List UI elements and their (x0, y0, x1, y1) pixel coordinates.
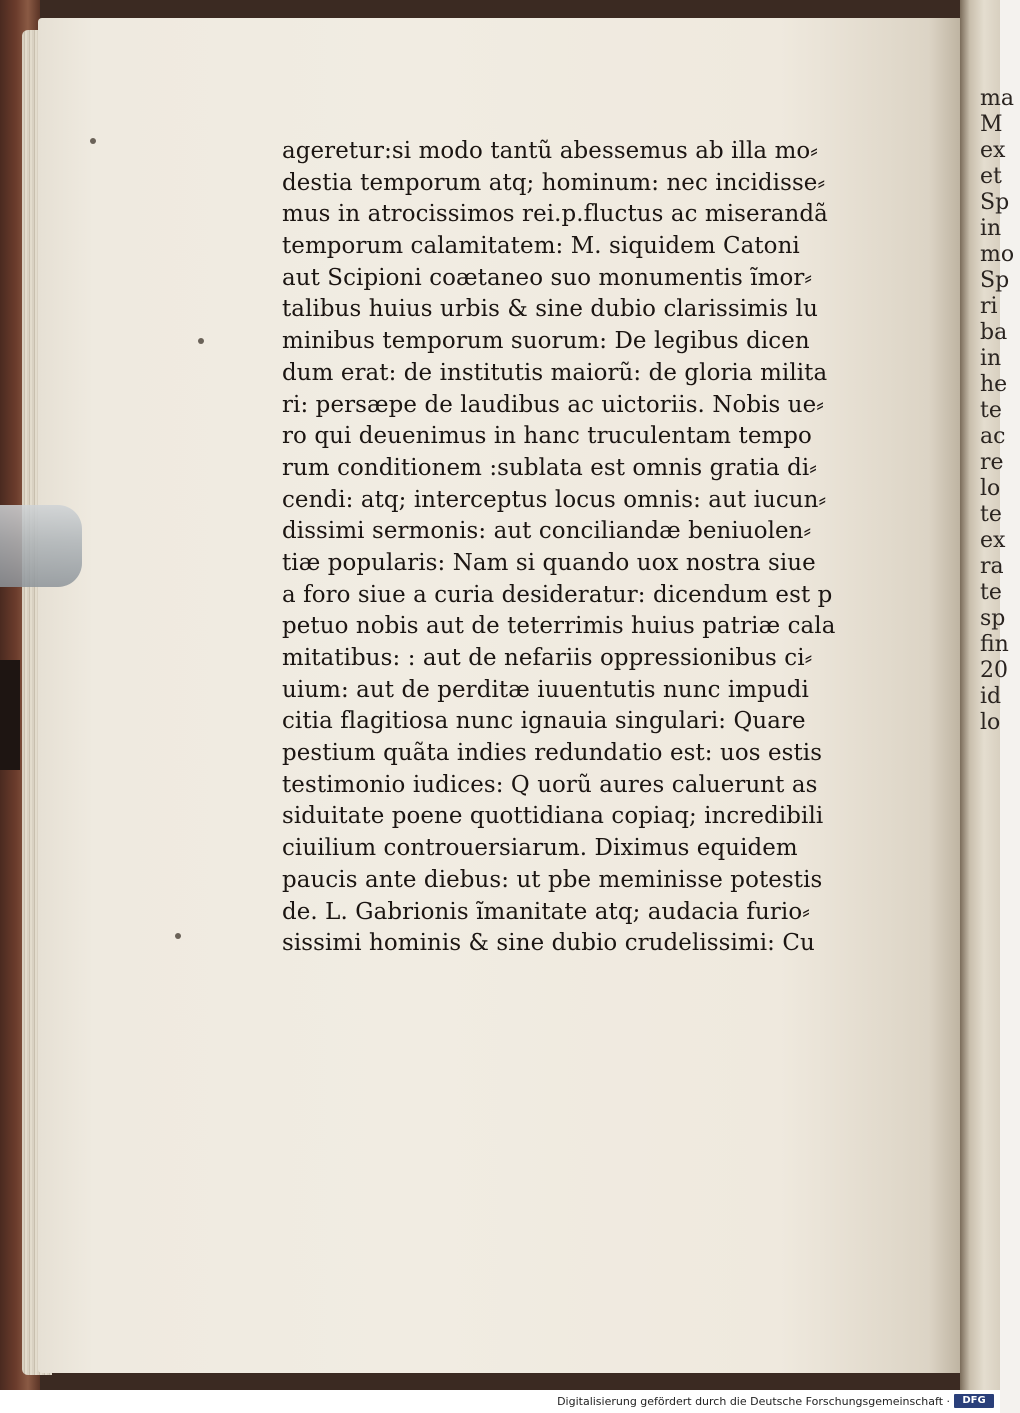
pinhole-mark (198, 338, 204, 344)
facing-page-fragment: ri (980, 294, 998, 319)
facing-page-fragment: ex (980, 138, 1006, 163)
text-line: aut Scipioni coætaneo suo monumentis ĩmor⸗ (282, 262, 813, 291)
facing-page-fragment: in (980, 346, 1002, 371)
facing-page-fragment: te (980, 502, 1002, 527)
text-line: uium: aut de perditæ iuuentutis nunc impudi (282, 674, 809, 703)
text-line: sissimi hominis & sine dubio crudelissimi: Cu (282, 928, 815, 957)
text-line: temporum calamitatem: M. siquidem Catoni (282, 231, 800, 260)
facing-page-fragment: Sp (980, 268, 1010, 293)
text-line: paucis ante diebus: ut pbe meminisse potestis (282, 864, 823, 893)
text-line: ageretur:si modo tantũ abessemus ab illa mo⸗ (282, 136, 819, 164)
facing-page-fragment: mo (980, 242, 1015, 267)
text-line: dum erat: de institutis maiorũ: de gloria milita (282, 357, 828, 386)
text-line: citia flagitiosa nunc ignauia singulari: Quare (282, 706, 806, 735)
facing-page-fragment: Sp (980, 190, 1010, 215)
pinhole-mark (175, 933, 181, 939)
text-line: talibus huius urbis & sine dubio clarissimis lu (282, 294, 818, 323)
binding-shadow (0, 660, 20, 770)
facing-page-fragment: he (980, 372, 1008, 397)
facing-page-fragment: lo (980, 710, 1001, 735)
text-line: petuo nobis aut de teterrimis huius patriæ cala (282, 611, 836, 640)
facing-page-fragment: ex (980, 528, 1006, 553)
text-line: mus in atrocissimos rei.p.fluctus ac miserandã (282, 199, 828, 228)
facing-page-fragment: id (980, 684, 1002, 709)
text-line: de. L. Gabrionis ĩmanitate atq; audacia furio⸗ (282, 896, 810, 925)
footer-credit: Digitalisierung gefördert durch die Deutsche Forschungsgemeinschaft · (557, 1395, 950, 1408)
text-line: ciuilium controuersiarum. Diximus equidem (282, 833, 798, 862)
text-line: minibus temporum suorum: De legibus dicen (282, 326, 810, 355)
facing-page-fragment: ba (980, 320, 1008, 345)
facing-page-edge (960, 0, 1015, 1390)
text-line: destia temporum atq; hominum: nec incidisse⸗ (282, 167, 826, 196)
text-line: a foro siue a curia desideratur: dicendum est p (282, 579, 833, 608)
text-line: tiæ popularis: Nam si quando uox nostra siue (282, 547, 816, 576)
facing-page-fragment: sp (980, 606, 1006, 631)
text-line: testimonio iudices: Q uorũ aures caluerunt as (282, 769, 818, 798)
text-line: ro qui deuenimus in hanc truculentam tempo (282, 421, 812, 450)
facing-page-fragment: 20 (980, 658, 1008, 683)
dfg-logo: DFG (954, 1394, 994, 1408)
text-line: pestium quãta indies redundatio est: uos estis (282, 738, 823, 767)
facing-page-fragment: lo (980, 476, 1001, 501)
facing-page-fragment: M (980, 112, 1003, 137)
text-line: rum conditionem :sublata est omnis gratia di⸗ (282, 452, 818, 481)
facing-page-fragment: et (980, 164, 1002, 189)
facing-page-fragment: in (980, 216, 1002, 241)
text-line: ri: persæpe de laudibus ac uictoriis. Nobis ue⸗ (282, 389, 825, 418)
page-clip (0, 505, 82, 587)
facing-page-fragment: te (980, 580, 1002, 605)
facing-page-fragment: ra (980, 554, 1004, 579)
printed-text-block (282, 135, 882, 959)
facing-page-fragment: ac (980, 424, 1006, 449)
text-line: mitatibus: : aut de nefariis oppressionibus ci⸗ (282, 643, 813, 671)
facing-page-fragment: ma (980, 86, 1014, 111)
text-line: siduitate poene quottidiana copiaq; incredibili (282, 801, 824, 830)
facing-page-fragment: re (980, 450, 1004, 475)
text-line: cendi: atq; interceptus locus omnis: aut iucun⸗ (282, 484, 827, 513)
facing-page-fragment: te (980, 398, 1002, 423)
facing-page-fragment: fin (980, 632, 1009, 657)
pinhole-mark (90, 138, 96, 144)
text-line: dissimi sermonis: aut conciliandæ beniuolen⸗ (282, 516, 812, 545)
